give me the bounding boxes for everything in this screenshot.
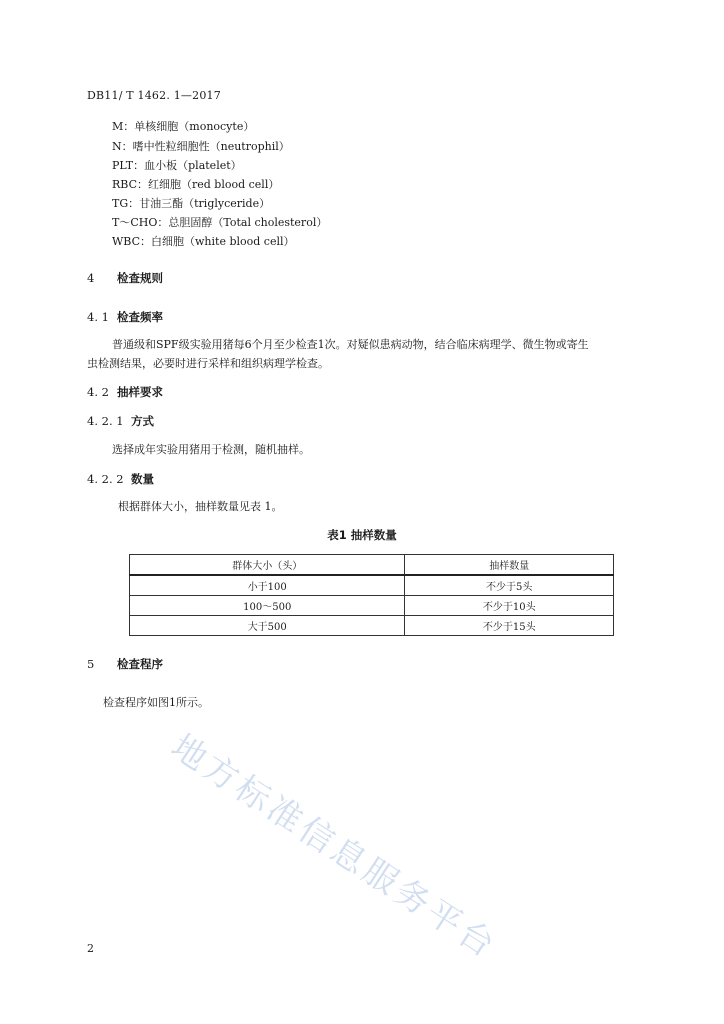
- table-cell: 不少于10头: [405, 596, 614, 616]
- section-5-heading: [87, 656, 163, 672]
- section-4-heading: [87, 270, 163, 286]
- table-cell: 大于500: [130, 616, 405, 636]
- section-title: 检查程序: [117, 657, 163, 671]
- table-row: [130, 616, 614, 636]
- table-caption: 表1 抽样数量: [327, 528, 397, 542]
- table-cell: 不少于5头: [405, 575, 614, 596]
- sampling-table: [129, 554, 614, 636]
- section-number: 4. 1: [87, 310, 109, 324]
- document-code: DB11/ T 1462. 1—2017: [87, 89, 221, 102]
- section-4-2-1-para: 选择成年实验用猪用于检测，随机抽样。: [112, 443, 310, 456]
- section-title: 数量: [131, 472, 154, 486]
- section-4-2-1-heading: [87, 413, 154, 429]
- section-4-2-heading: [87, 384, 163, 400]
- section-number: 4. 2: [87, 385, 109, 399]
- section-number: 4. 2. 2: [87, 472, 124, 486]
- abbreviation-rbc: RBC：红细胞（red blood cell）: [112, 178, 280, 191]
- table-row: [130, 596, 614, 616]
- header-population-size: 群体大小（头）: [130, 555, 405, 576]
- abbreviation-wbc: WBC：白细胞（white blood cell）: [112, 235, 295, 248]
- abbreviation-tg: TG：甘油三酯（triglyceride）: [112, 197, 271, 210]
- header-sample-count: 抽样数量: [405, 555, 614, 576]
- section-4-1-para-line2: 虫检测结果，必要时进行采样和组织病理学检查。: [87, 357, 329, 370]
- abbreviation-m: M：单核细胞（monocyte）: [112, 120, 255, 133]
- section-number: 5: [87, 657, 95, 671]
- table-header-row: [130, 555, 614, 576]
- abbreviation-n: N：嗜中性粒细胞性（neutrophil）: [112, 140, 290, 153]
- section-number: 4. 2. 1: [87, 414, 124, 428]
- table-cell: 不少于15头: [405, 616, 614, 636]
- abbreviation-plt: PLT：血小板（platelet）: [112, 159, 242, 172]
- table-cell: 小于100: [130, 575, 405, 596]
- watermark: 地方标准信息服务平台: [163, 726, 505, 968]
- section-4-1-heading: [87, 309, 163, 325]
- page-number: 2: [87, 942, 94, 955]
- section-4-2-2-heading: [87, 471, 154, 487]
- section-number: 4: [87, 271, 95, 285]
- abbreviation-tcho: T～CHO：总胆固醇（Total cholesterol）: [112, 216, 328, 229]
- section-4-2-2-para: 根据群体大小，抽样数量见表 1。: [118, 500, 283, 513]
- table-row: [130, 575, 614, 596]
- table-cell: 100～500: [130, 596, 405, 616]
- section-title: 抽样要求: [117, 385, 163, 399]
- section-4-1-para-line1: 普通级和SPF级实验用猪每6个月至少检查1次。对疑似患病动物，结合临床病理学、微生物或寄生: [112, 338, 589, 351]
- section-title: 检查频率: [117, 310, 163, 324]
- section-title: 方式: [131, 414, 154, 428]
- section-5-para: 检查程序如图1所示。: [103, 696, 209, 709]
- section-title: 检查规则: [117, 271, 163, 285]
